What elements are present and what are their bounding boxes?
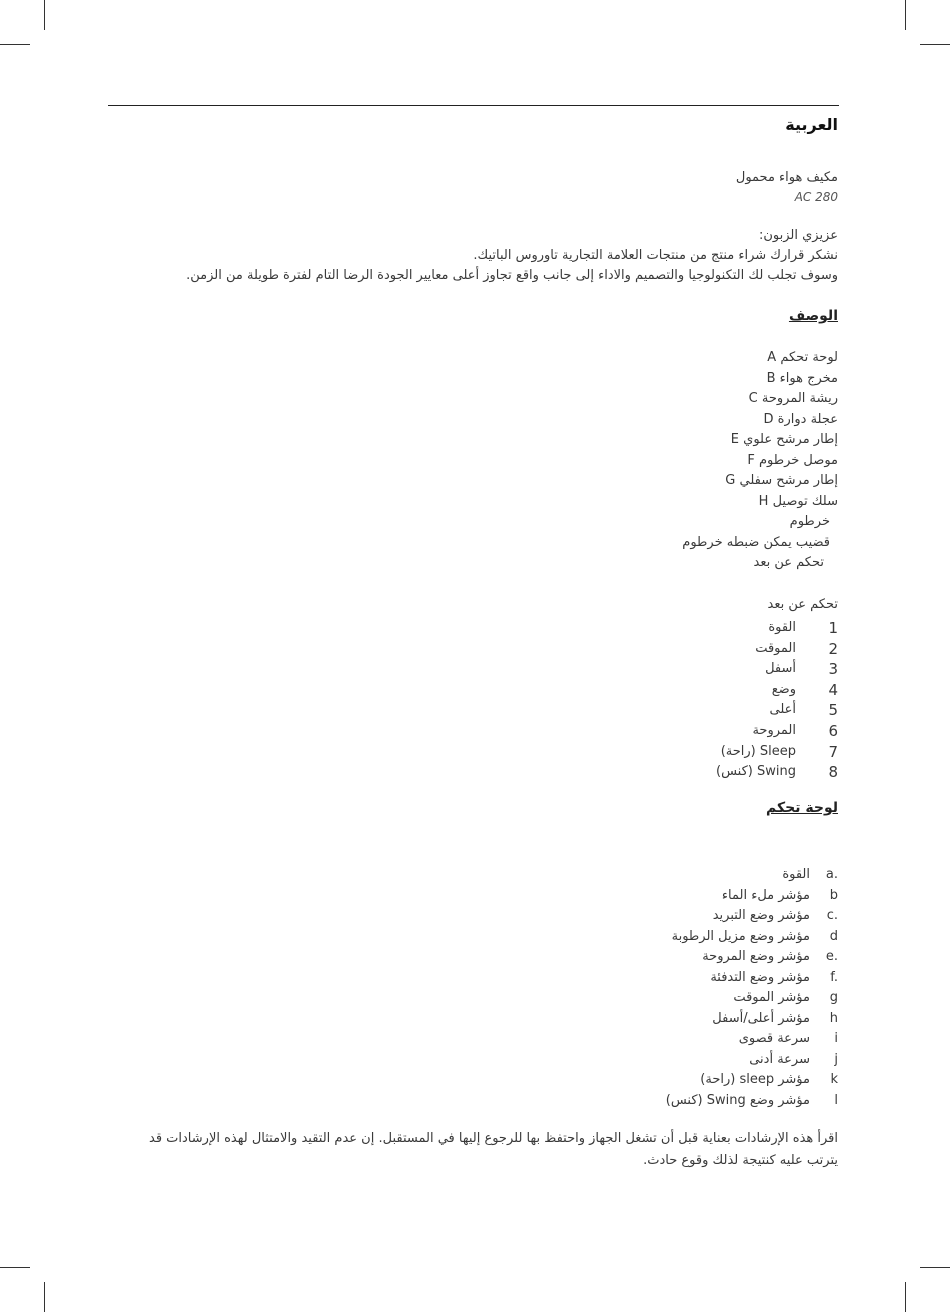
list-item <box>666 886 838 907</box>
item-label: خرطوم <box>789 514 830 529</box>
item-letter: G <box>725 473 736 488</box>
item-label: أعلى <box>769 702 796 718</box>
greeting: عزيزي الزبون: <box>758 228 838 243</box>
item-number: 7 <box>828 742 838 761</box>
item-label: موصل خرطوم <box>758 452 838 468</box>
item-letter: D <box>763 411 774 427</box>
item-letter: f. <box>830 969 838 985</box>
list-item <box>682 533 838 554</box>
item-label: سلك توصيل <box>772 493 838 509</box>
item-letter: h <box>829 1010 838 1026</box>
crop-mark <box>44 1282 45 1312</box>
item-label: مؤشر وضع التدفئة <box>710 969 810 985</box>
list-item <box>682 430 838 451</box>
list-item <box>682 512 838 533</box>
list-item <box>666 1050 838 1071</box>
list-item <box>682 451 838 472</box>
list-item <box>682 410 838 431</box>
item-label: Swing (كنس) <box>716 764 796 780</box>
item-letter: j <box>834 1051 838 1067</box>
item-letter: l <box>834 1092 838 1108</box>
item-letter: b <box>829 887 838 903</box>
list-item <box>716 700 838 721</box>
item-label: تحكم عن بعد <box>753 555 824 570</box>
item-label: مؤشر ملء الماء <box>721 887 810 903</box>
list-item <box>666 1009 838 1030</box>
item-label: مؤشر الموقت <box>733 990 810 1005</box>
list-item <box>666 968 838 989</box>
list-item <box>666 865 838 886</box>
item-number: 6 <box>828 721 838 740</box>
list-item <box>682 348 838 369</box>
item-letter: g <box>829 990 838 1005</box>
intro-line-2: وسوف تجلب لك التكنولوجيا والتصميم والاداء إلى جانب واقع تجاوز أعلى معايير الجودة الرضا التام لفترة طويلة من الزمن. <box>186 268 838 283</box>
list-item <box>682 389 838 410</box>
item-number: 8 <box>828 763 838 782</box>
list-item <box>716 762 838 783</box>
control-panel-list <box>666 865 838 1111</box>
crop-mark <box>0 1267 30 1268</box>
crop-mark <box>905 1282 906 1312</box>
remote-list <box>716 618 838 783</box>
list-item <box>666 1029 838 1050</box>
list-item <box>682 553 838 574</box>
list-item <box>716 680 838 701</box>
item-label: سرعة أدنى <box>749 1051 810 1067</box>
control-panel-heading: لوحة تحكم <box>766 800 838 816</box>
item-label: Sleep (راحة) <box>720 743 796 759</box>
list-item <box>716 639 838 660</box>
list-item <box>682 471 838 492</box>
item-label: مؤشر وضع مزيل الرطوبة <box>671 928 810 944</box>
item-label: الموقت <box>755 640 796 656</box>
item-letter: e. <box>825 949 838 964</box>
header-rule <box>108 105 839 106</box>
item-label: وضع <box>771 681 796 697</box>
item-label: أسفل <box>765 661 796 677</box>
item-letter: A <box>767 350 777 365</box>
list-item <box>716 742 838 763</box>
item-label: سرعة قصوى <box>738 1031 810 1046</box>
item-number: 1 <box>828 619 838 637</box>
item-label: المروحة <box>752 722 796 738</box>
crop-mark <box>905 0 906 30</box>
list-item <box>666 1091 838 1112</box>
item-letter: C <box>748 391 758 406</box>
item-letter: E <box>730 432 740 447</box>
item-label: القوة <box>782 867 810 882</box>
closing-line-2: يترتب عليه كنتيجة لذلك وقوع حادث. <box>643 1153 838 1168</box>
crop-mark <box>920 1267 950 1268</box>
item-letter: H <box>758 493 769 509</box>
remote-title: تحكم عن بعد <box>767 597 838 612</box>
item-letter: F <box>747 452 755 468</box>
list-item <box>716 659 838 680</box>
list-item <box>716 721 838 742</box>
list-item <box>716 618 838 639</box>
language-title: العربية <box>785 115 838 134</box>
list-item <box>666 1070 838 1091</box>
item-label: لوحة تحكم <box>780 350 838 365</box>
item-number: 4 <box>828 680 838 699</box>
item-label: مخرج هواء <box>779 370 838 386</box>
item-label: عجلة دوارة <box>777 411 838 427</box>
list-item <box>666 988 838 1009</box>
item-label: مؤشر أعلى/أسفل <box>712 1010 810 1026</box>
item-label: مؤشر وضع المروحة <box>702 949 810 964</box>
item-letter: B <box>766 370 776 386</box>
crop-mark <box>920 44 950 45</box>
product-model: AC 280 <box>794 190 838 204</box>
item-label: مؤشر وضع Swing (كنس) <box>665 1092 810 1108</box>
item-number: 2 <box>828 639 838 658</box>
description-heading: الوصف <box>788 308 838 324</box>
item-label: إطار مرشح سفلي <box>739 473 838 488</box>
item-letter: i <box>834 1031 838 1046</box>
list-item <box>666 906 838 927</box>
item-label: قضيب يمكن ضبطه خرطوم <box>682 534 830 550</box>
item-number: 3 <box>828 660 838 679</box>
crop-mark <box>44 0 45 30</box>
parts-list <box>682 348 838 574</box>
closing-line-1: اقرأ هذه الإرشادات بعناية قبل أن تشغل الجهاز واحتفظ بها للرجوع إليها في المستقبل. إن عدم التقيد والامتثال لهذه الإرشادات قد <box>149 1131 838 1146</box>
item-letter: a. <box>825 867 838 882</box>
list-item <box>666 927 838 948</box>
list-item <box>682 492 838 513</box>
list-item <box>682 369 838 390</box>
item-label: مؤشر sleep (راحة) <box>700 1072 810 1087</box>
list-item <box>666 947 838 968</box>
product-name: مكيف هواء محمول <box>735 170 838 185</box>
item-label: ريشة المروحة <box>761 391 838 406</box>
crop-mark <box>0 44 30 45</box>
item-label: مؤشر وضع التبريد <box>712 908 810 923</box>
item-letter: k <box>830 1072 838 1087</box>
item-label: إطار مرشح علوي <box>743 432 838 447</box>
intro-line-1: نشكر قرارك شراء منتج من منتجات العلامة التجارية تاوروس الباتيك. <box>473 248 838 263</box>
item-label: القوة <box>768 620 796 635</box>
item-number: 5 <box>828 701 838 720</box>
item-letter: d <box>829 928 838 944</box>
item-letter: c. <box>826 908 838 923</box>
